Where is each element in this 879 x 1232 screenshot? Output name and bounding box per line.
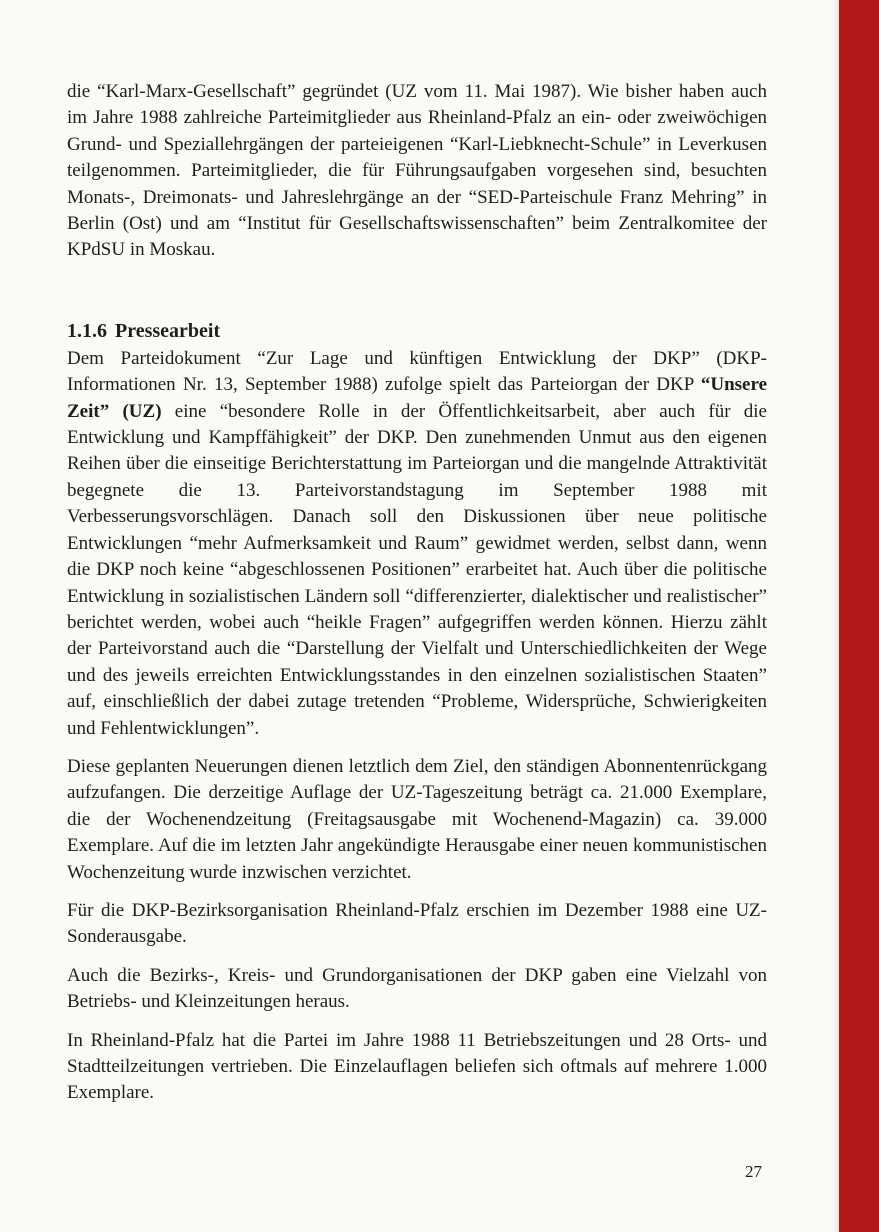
paragraph-1-rest: eine “besondere Rolle in der Öffentlichkeitsarbeit, aber auch für die Entwicklung und Kampffähigkeit” der DKP. Den zunehmenden Unmut aus den eigenen Reihen über die einseitige Berichterstattung im Parteiorgan und die mangelnde Attraktivität begegnete die 13. Parteivorstandstagung im September 1988 mit Verbesserungsvorschlägen. Danach soll den Diskussionen über neue politische Entwicklungen “mehr Aufmerksamkeit und Raum” gewidmet werden, selbst dann, wenn die DKP noch keine “abgeschlossenen Positionen” erarbeitet hat. Auch über die politische Entwicklung in sozialistischen Ländern soll “differenzierter, dialektischer und realistischer” berichtet werden, wobei auch “heikle Fragen” aufgegriffen werden können. Hierzu zählt der Parteivorstand auch die “Darstellung der Vielfalt und Unterschiedlichkeiten der Wege und des jeweils erreichten Entwicklungsstandes in den einzelnen sozialistischen Staaten” auf, einschließlich der dabei zutage tretenden “Probleme, Widersprüche, Schwierigkeiten und Fehlentwicklungen”.: [67, 400, 767, 739]
paragraph-4: Auch die Bezirks-, Kreis- und Grundorganisationen der DKP gaben eine Vielzahl von Betriebs- und Kleinzeitungen heraus.: [67, 964, 767, 1013]
paragraph-5: In Rheinland-Pfalz hat die Partei im Jahre 1988 11 Betriebszeitungen und 28 Orts- und Stadtteilzeitungen vertrieben. Die Einzelauflagen beliefen sich oftmals auf mehrere 1.000 Exemplare.: [67, 1029, 767, 1104]
intro-paragraph: die “Karl-Marx-Gesellschaft” gegründet (UZ vom 11. Mai 1987). Wie bisher haben auch im Jahre 1988 zahlreiche Parteimitglieder aus Rheinland-Pfalz an ein- oder zweiwöchigen Grund- und Speziallehrgängen der parteieigenen “Karl-Liebknecht-Schule” in Leverkusen teilgenommen. Parteimitglieder, die für Führungsaufgaben vorgesehen sind, besuchten Monats-, Dreimonats- und Jahreslehrgänge an der “SED-Parteischule Franz Mehring” in Berlin (Ost) und am “Institut für Gesellschaftswissenschaften” beim Zentralkomitee der KPdSU in Moskau.: [67, 81, 767, 261]
paragraph-1-start: Dem Parteidokument “Zur Lage und künftigen Entwicklung der DKP” (DKP-Informationen Nr. 13, September 1988) zufolge spielt das Parteiorgan der DKP: [67, 347, 767, 396]
red-edge-bar: [839, 0, 879, 1232]
section-heading: [67, 318, 767, 344]
section-title: Pressearbeit: [115, 319, 221, 342]
paragraph-1: [67, 346, 767, 742]
section-number: 1.1.6: [67, 319, 107, 342]
page-number: 27: [745, 1162, 762, 1181]
paragraph-3: Für die DKP-Bezirksorganisation Rheinland-Pfalz erschien im Dezember 1988 eine UZ-Sonderausgabe.: [67, 899, 767, 948]
newspaper-name: “Unsere Zeit” (UZ): [67, 374, 767, 422]
page-content: [67, 79, 767, 1107]
paragraph-2: Diese geplanten Neuerungen dienen letztlich dem Ziel, den ständigen Abonnentenrückgang aufzufangen. Die derzeitige Auflage der UZ-Tageszeitung beträgt ca. 21.000 Exemplare, die der Wochenendzeitung (Freitagsausgabe mit Wochenend-Magazin) ca. 39.000 Exemplare. Auf die im letzten Jahr angekündigte Herausgabe einer neuen kommunistischen Wochenzeitung wurde inzwischen verzichtet.: [67, 755, 767, 883]
